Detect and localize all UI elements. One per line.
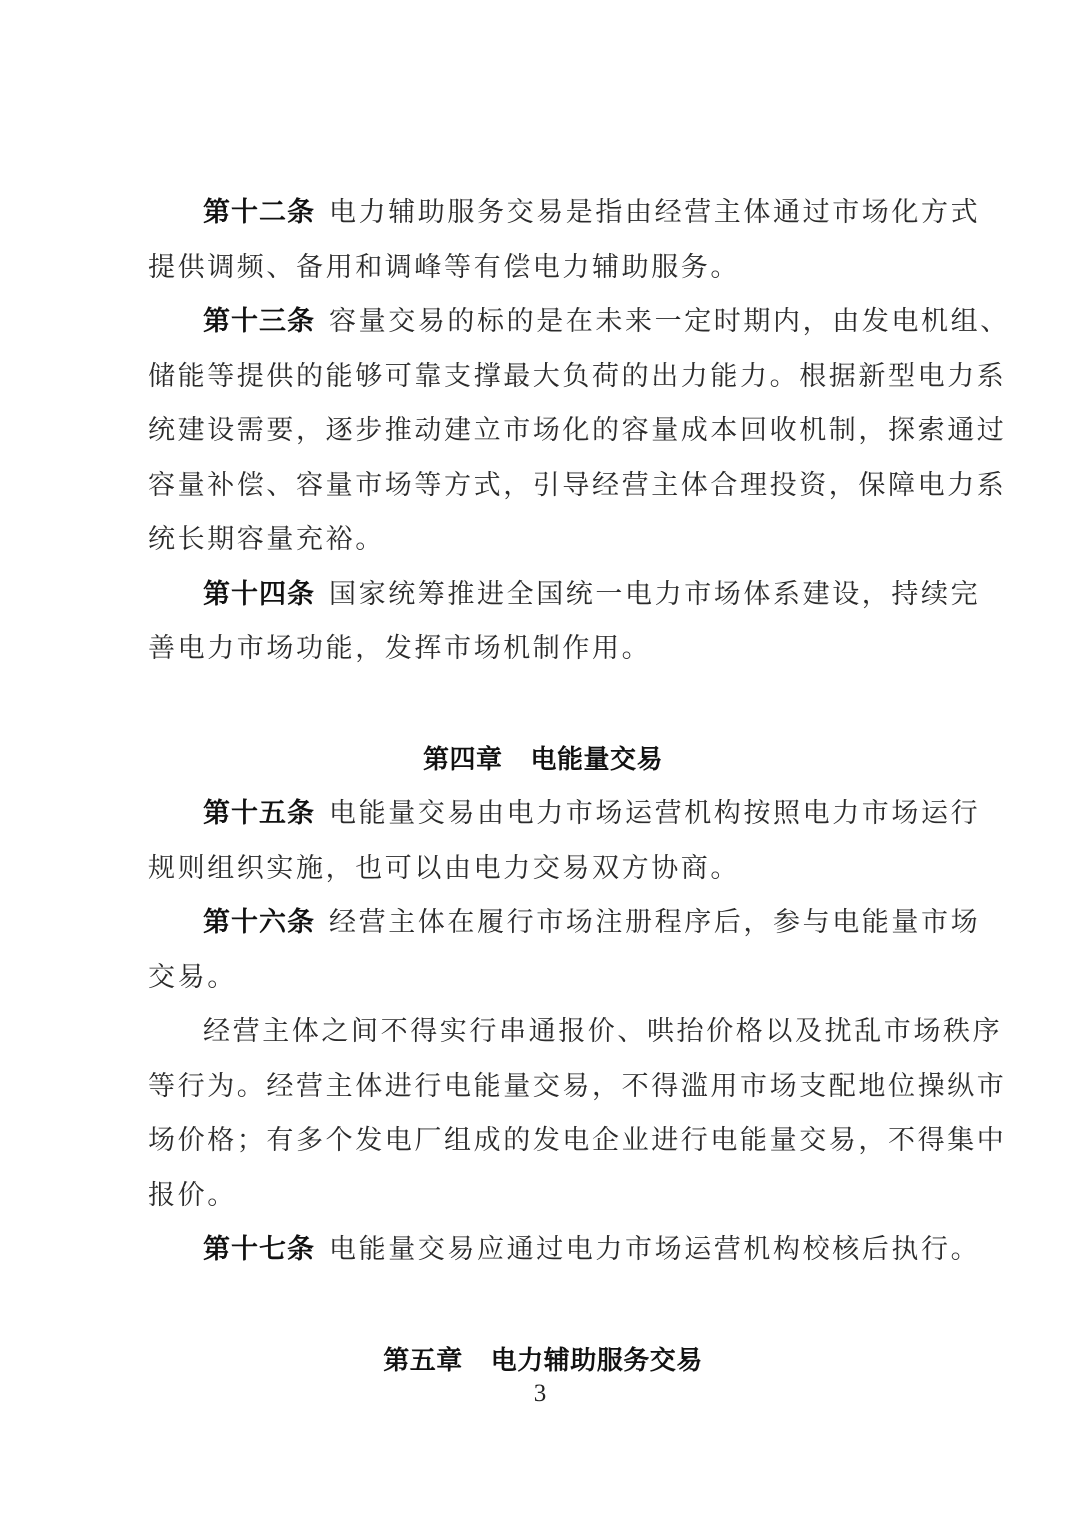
article-text: 统建设需要，逐步推动建立市场化的容量成本回收机制，探索通过 <box>148 415 1007 446</box>
page-number: 3 <box>533 1380 547 1407</box>
article-text: 容量交易的标的是在未来一定时期内，由发电机组、 <box>329 306 1010 337</box>
document-page <box>148 186 1010 1388</box>
article-17 <box>148 1223 981 1278</box>
chapter-title: 电力辅助服务交易 <box>490 1345 703 1376</box>
chapter-title: 电能量交易 <box>530 744 664 775</box>
article-text: 提供调频、备用和调峰等有偿电力辅助服务。 <box>148 251 740 283</box>
paragraph-text: 报价。 <box>148 1179 237 1211</box>
article-text: 储能等提供的能够可靠支撑最大负荷的出力能力。根据新型电力系 <box>148 360 1007 392</box>
article-text: 电力辅助服务交易是指由经营主体通过市场化方式 <box>329 197 981 228</box>
paragraph-text: 等行为。经营主体进行电能量交易，不得滥用市场支配地位操纵市 <box>148 1070 1007 1102</box>
article-label: 第十四条 <box>203 578 315 610</box>
chapter-number: 第四章 <box>422 744 503 775</box>
article-15 <box>148 787 981 896</box>
article-label: 第十二条 <box>203 197 315 228</box>
article-label: 第十三条 <box>203 306 315 337</box>
paragraph-text: 经营主体之间不得实行串通报价、哄抬价格以及扰乱市场秩序 <box>203 1016 1003 1047</box>
article-text: 国家统筹推进全国统一电力市场体系建设，持续完 <box>329 578 981 610</box>
article-text: 规则组织实施，也可以由电力交易双方协商。 <box>148 852 740 884</box>
spacer <box>148 677 938 733</box>
article-text: 经营主体在履行市场注册程序后，参与电能量市场 <box>329 907 981 938</box>
article-text: 交易。 <box>148 961 237 993</box>
article-text: 容量补偿、容量市场等方式，引导经营主体合理投资，保障电力系 <box>148 469 1007 501</box>
article-13 <box>148 295 1010 568</box>
article-text: 统长期容量充裕。 <box>148 524 385 555</box>
article-text: 电能量交易由电力市场运营机构按照电力市场运行 <box>329 798 981 829</box>
article-text: 电能量交易应通过电力市场运营机构校核后执行。 <box>329 1234 981 1265</box>
spacer <box>148 1278 938 1334</box>
paragraph-text: 场价格；有多个发电厂组成的发电企业进行电能量交易，不得集中 <box>148 1125 1007 1156</box>
article-text: 善电力市场功能，发挥市场机制作用。 <box>148 633 652 664</box>
article-label: 第十六条 <box>203 907 315 938</box>
article-16 <box>148 896 1007 1223</box>
chapter-heading-4 <box>148 733 938 788</box>
chapter-number: 第五章 <box>383 1345 463 1376</box>
article-12 <box>148 186 981 295</box>
article-label: 第十七条 <box>203 1234 315 1265</box>
article-label: 第十五条 <box>203 798 315 829</box>
article-14 <box>148 568 981 677</box>
